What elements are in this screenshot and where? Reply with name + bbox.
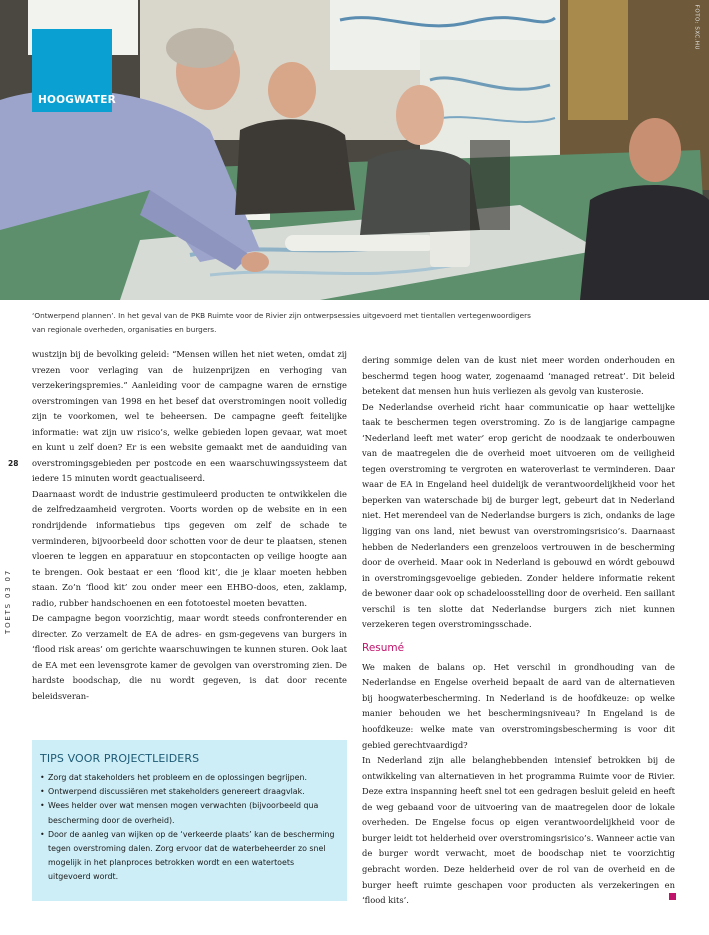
tips-list	[40, 771, 337, 885]
left-text-column	[32, 347, 347, 705]
body-paragraph: dering sommige delen van de kust niet meer worden onderhouden en beschermd tegen hoog water, zogenaamd ‘managed retreat’. Dit beleid betekent dat mensen hun huis verliezen als gevolg van kusterosie.	[362, 355, 675, 397]
body-paragraph: De campagne begon voorzichtig, maar wordt steeds confronterender en directer. Zo verzamelt de EA de adres- en gsm-gegevens van burgers in ‘flood risk areas’ om gerichte waarschuwingen te kunnen sturen. Ook laat de EA met een levensgrote kamer de gevolgen van overstroming zien. De hardste boodschap, die nu wordt gegeven, is dat door recente beleidsveran-	[32, 613, 347, 702]
photo-credit: FOTO: SXC.HU	[693, 4, 699, 50]
magazine-issue-label: TOETS 03 07	[4, 569, 12, 634]
article-end-mark	[669, 893, 676, 900]
tip-item: • Wees helder over wat mensen mogen verwachten (bijvoorbeeld qua bescherming door de overheid).	[40, 799, 337, 827]
page-number: 28	[8, 459, 19, 468]
resume-heading: Resumé	[362, 641, 405, 654]
body-paragraph: Daarnaast wordt de industrie gestimuleerd producten te ontwikkelen die de zelfredzaamheid vergroten. Voorts worden op de website en in een rondrijdende informatiebus tips gegeven om zelf de schade te verminderen, bijvoorbeeld door schotten voor de deur te plaatsen, stenen vloeren te leggen en apparatuur en stopcontacten op veilige hoogte aan te brengen. Ook bestaat er een ‘flood kit’, die je klaar moeten hebben staan. Zo’n ‘flood kit’ zou onder meer een EHBO-doos, eten, zaklamp, radio, rubber handschoenen en een fototoestel moeten bevatten.	[32, 488, 347, 608]
tip-item: • Door de aanleg van wijken op de ‘verkeerde plaats’ kan de bescherming tegen overstroming dalen. Zorg ervoor dat de waterbeheerder zo snel mogelijk in het planproces betrokken wordt en een watertoets uitgevoerd wordt.	[40, 828, 337, 885]
photo-caption	[32, 309, 532, 337]
tips-title: TIPS VOOR PROJECTLEIDERS	[40, 752, 200, 765]
body-paragraph: De Nederlandse overheid richt haar communicatie op haar wettelijke taak te beschermen tegen overstroming. Zo is de langjarige campagne ‘Nederland leeft met water’ erop gericht de noodzaak te onderbouwen van de maatregelen die de overheid moet uitvoeren om de veiligheid tegen overstroming te vergroten en wateroverlast te verminderen. Daar waar de EA in Engeland heel duidelijk de verantwoordelijkheid voor het beperken van waterschade bij de burger legt, gebeurt dat in Nederland niet. Het merendeel van de Nederlandse burgers is zich, ondanks de lage ligging van ons land, niet bewust van overstromingsrisico’s. Daarnaast hebben de Nederlanders een grenzeloos vertrouwen in de bescherming door de overheid. Maar ook in Nederland is gebouwd en wórdt gebouwd in overstromingsgevoelige gebieden. Zonder heldere informatie rekent de bewoner daar ook op schadeloosstelling door de overheid. Een saillant verschil is ten slotte dat Nederlandse burgers zich niet kunnen verzekeren tegen overstromingsschade.	[362, 401, 675, 630]
right-text-column	[362, 353, 675, 909]
body-paragraph: We maken de balans op. Het verschil in grondhouding van de Nederlandse en Engelse overheid bepaalt de aard van de alternatieven bij hoogwaterbescherming. In Nederland is de hoofdkeuze: op welke manier behouden we het beschermingsniveau? In Engeland is de hoofdkeuze: welke mate van overstromingsbescherming is voor dit gebied gerechtvaardigd?	[362, 661, 675, 750]
tips-box	[32, 740, 347, 901]
section-tag	[32, 29, 116, 112]
body-paragraph: wustzijn bij de bevolking geleid: “Mensen willen het niet weten, omdat zij vrezen voor verlaging van de huizenprijzen en verhoging van verzekeringspremies.” Aanleiding voor de campagne waren de ernstige overstromingen van 1998 en het besef dat overstromingen nooit volledig zijn te voorkomen, wel te beheersen. De campagne geeft feitelijke informatie: wat zijn uw risico’s, welke gebieden lopen gevaar, wat moet en kunt u zelf doen? Er is een website gemaakt met de aanduiding van overstromingsgebieden per postcode en een waarschuwingssysteem dat iedere 15 minuten wordt geactualiseerd.	[32, 349, 347, 484]
tip-item: • Zorg dat stakeholders het probleem en de oplossingen begrijpen.	[40, 771, 337, 785]
body-paragraph: In Nederland zijn alle belanghebbenden intensief betrokken bij de ontwikkeling van alternatieven in het programma Ruimte voor de Rivier. Deze extra inspanning heeft snel tot een gedragen besluit geleid en heeft de weg gebaand voor de uitvoering van de maatregelen door de lokale overheden. De Engelse focus op eigen verantwoordelijkheid voor de burger leidt tot helderheid over overstromingsrisico’s. Wanneer actie van de burger wordt verwacht, moet de boodschap niet te voorzichtig gebracht worden. Deze helderheid over de rol van de overheid en de burger heeft ruimte geschapen voor producten als verzekeringen en ‘flood kits’.	[362, 755, 675, 906]
tip-item: • Ontwerpend discussiëren met stakeholders genereert draagvlak.	[40, 785, 337, 799]
caption-line: van regionale overheden, organisaties en burgers.	[32, 325, 217, 334]
header-photo	[0, 0, 709, 300]
section-tag-label: HOOGWATER	[38, 94, 116, 106]
caption-line: ‘Ontwerpend plannen’. In het geval van de PKB Ruimte voor de Rivier zijn ontwerpsessies uitgevoerd met tientallen vertegenwoordigers	[32, 311, 531, 320]
